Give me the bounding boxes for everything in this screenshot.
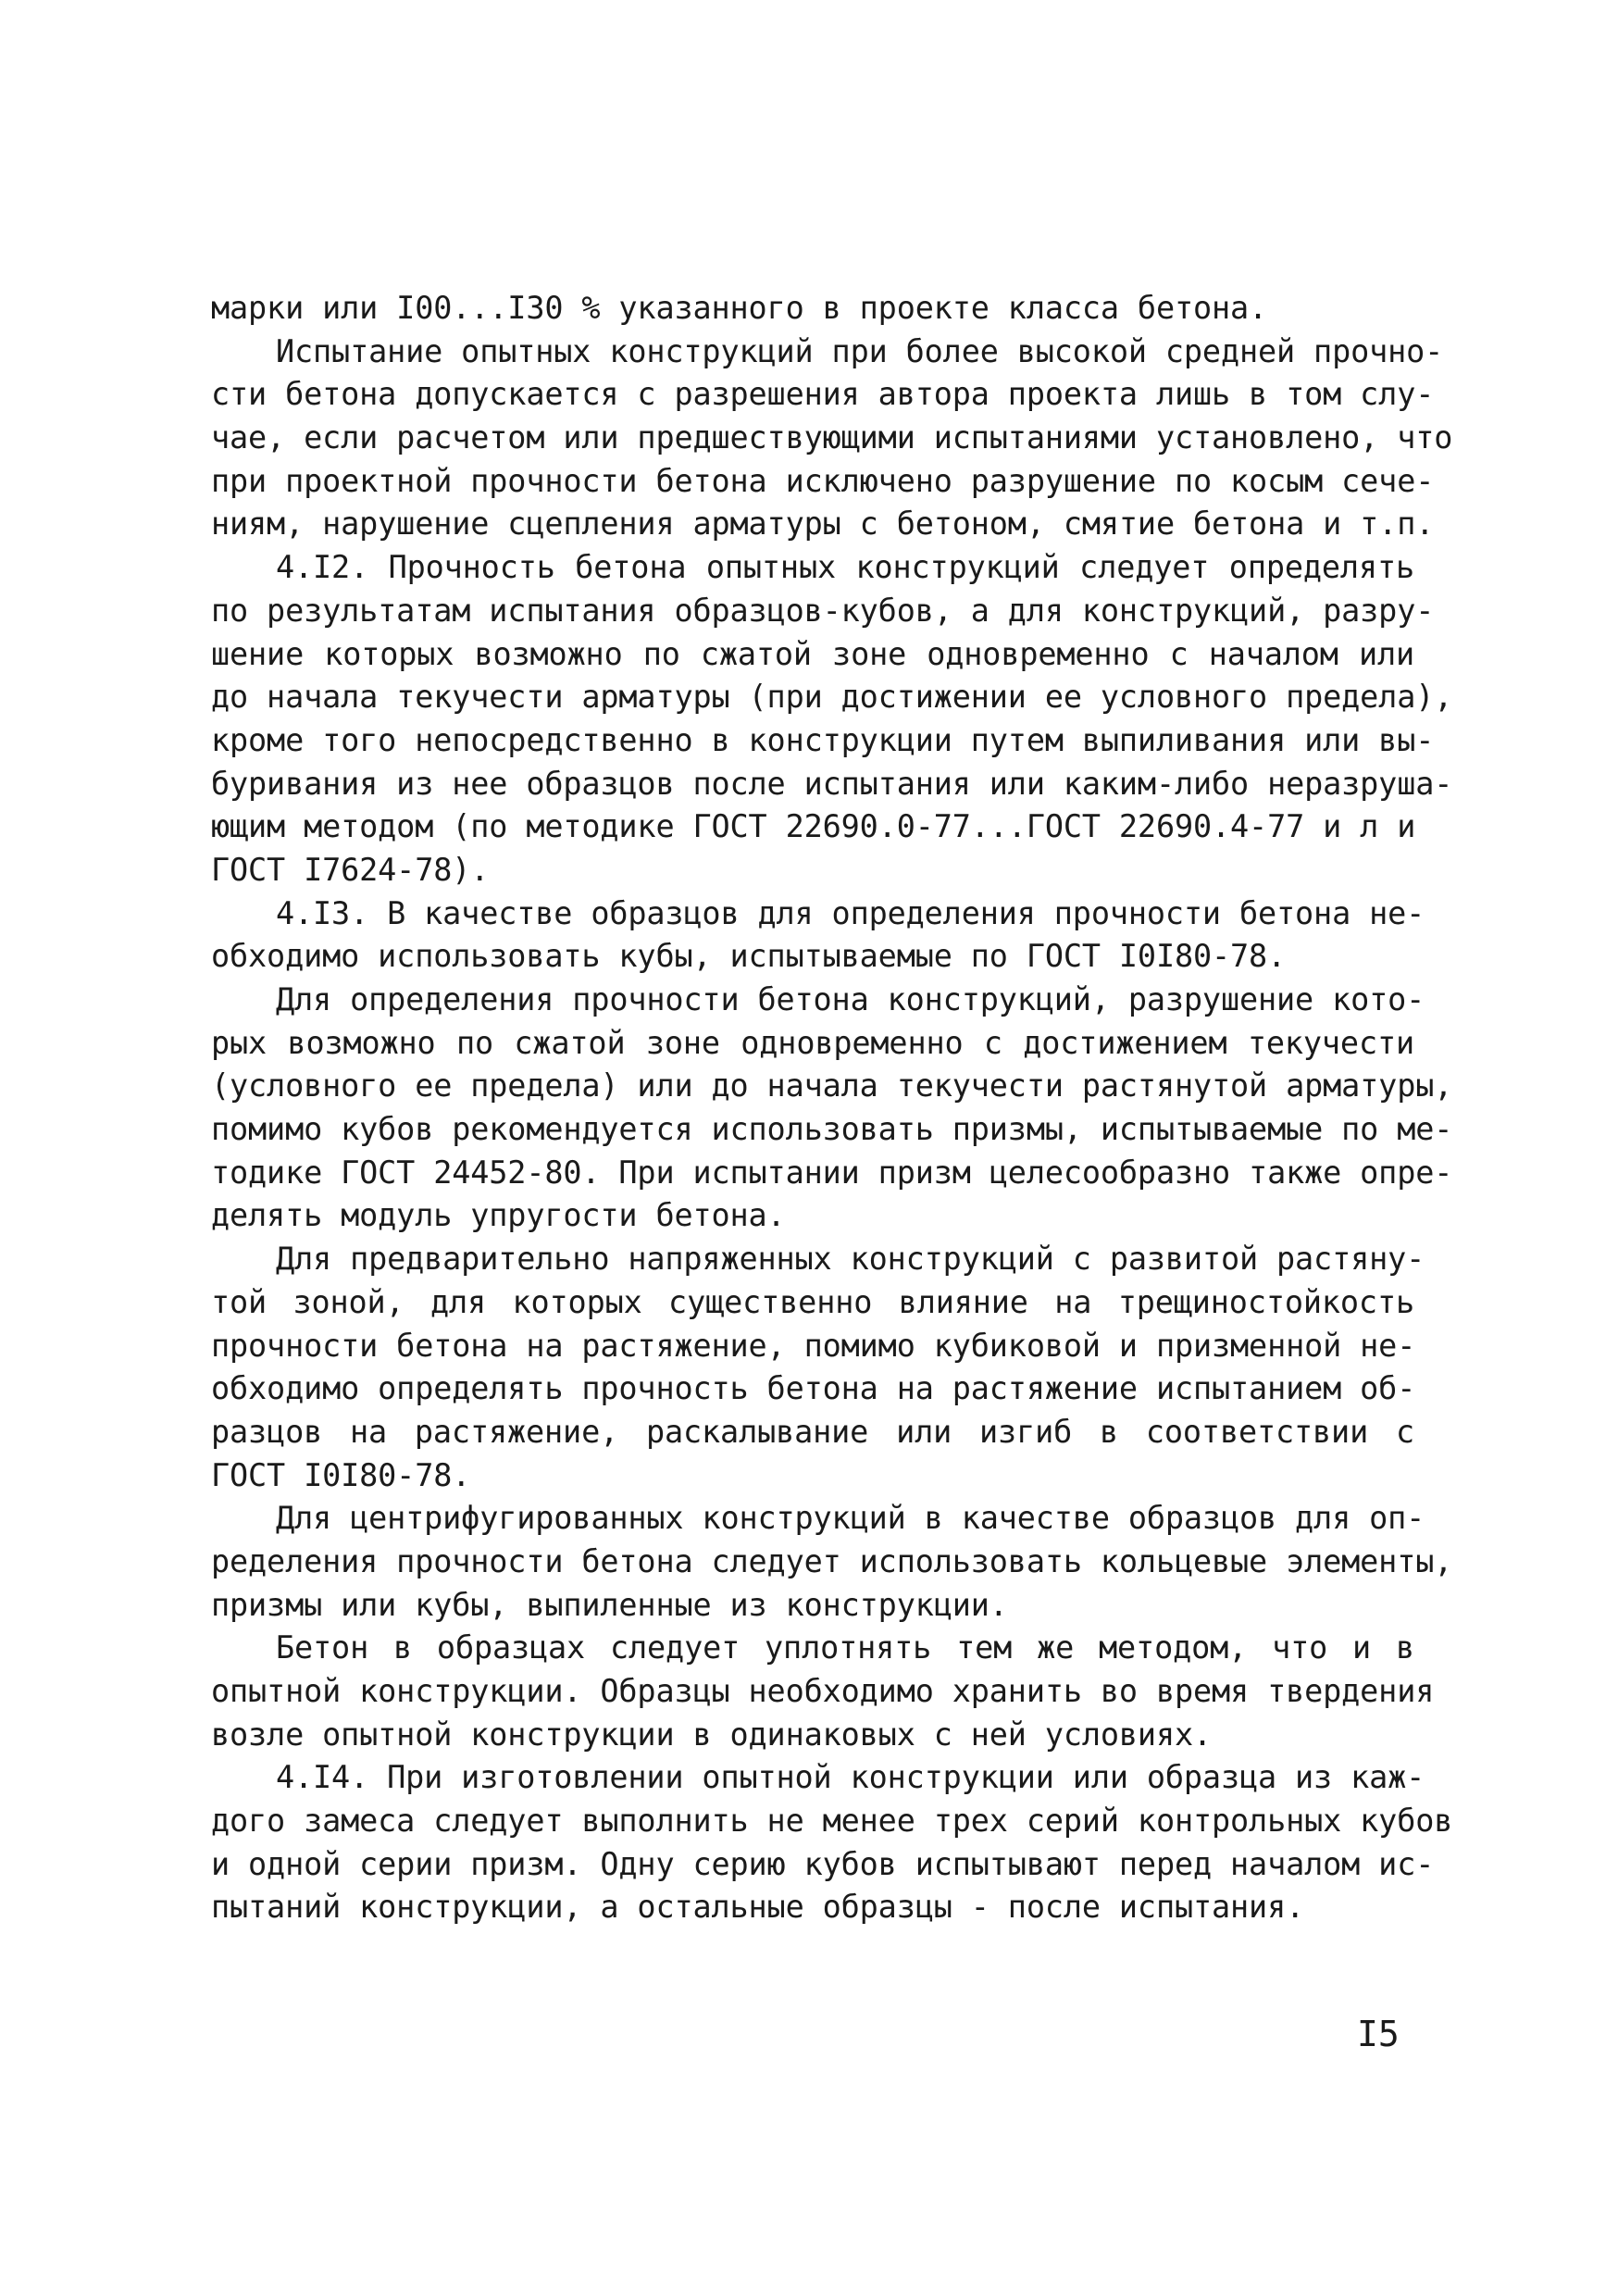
text-line: по результатам испытания образцов-кубов, а для конструкций, разру- xyxy=(211,592,1435,629)
text-line: разцов на растяжение, раскалывание или изгиб в соответствии с xyxy=(211,1413,1414,1450)
text-line: призмы или кубы, выпиленные из конструкции. xyxy=(211,1586,1008,1623)
text-line: ющим методом (по методике ГОСТ 22690.0-77...ГОСТ 22690.4-77 и л и xyxy=(211,808,1416,845)
text-line: Для определения прочности бетона конструкций, разрушение кото- xyxy=(276,981,1425,1017)
text-line: ниям, нарушение сцепления арматуры с бетоном, смятие бетона и т.п. xyxy=(211,505,1435,543)
text-line: пытаний конструкции, а остальные образцы - после испытания. xyxy=(211,1889,1305,1926)
body-text xyxy=(211,287,1453,1929)
text-line: ределения прочности бетона следует использовать кольцевые элементы, xyxy=(211,1542,1453,1579)
text-line: (условного ее предела) или до начала текучести растянутой арматуры, xyxy=(211,1067,1453,1104)
text-line: Для предварительно напряженных конструкций с развитой растяну- xyxy=(276,1241,1425,1278)
text-line: дого замеса следует выполнить не менее трех серий контрольных кубов xyxy=(211,1803,1453,1840)
text-line: сти бетона допускается с разрешения автора проекта лишь в том слу- xyxy=(211,376,1435,413)
text-line: 4.I4. При изготовлении опытной конструкции или образца из каж- xyxy=(276,1759,1425,1796)
text-line: марки или I00...I30 % указанного в проекте класса бетона. xyxy=(211,290,1268,326)
text-line: до начала текучести арматуры (при достижении ее условного предела), xyxy=(211,679,1453,716)
text-line: Испытание опытных конструкций при более высокой средней прочно- xyxy=(276,332,1444,369)
text-line: опытной конструкции. Образцы необходимо хранить во время твердения xyxy=(211,1673,1435,1709)
text-line: тодике ГОСТ 24452-80. При испытании призм целесообразно также опре- xyxy=(211,1154,1453,1191)
text-line: при проектной прочности бетона исключено разрушение по косым сече- xyxy=(211,462,1435,499)
text-line: и одной серии призм. Одну серию кубов испытывают перед началом ис- xyxy=(211,1845,1435,1882)
text-line: ГОСТ I7624-78). xyxy=(211,851,490,888)
text-line: обходимо определять прочность бетона на растяжение испытанием об- xyxy=(211,1370,1416,1407)
text-line: 4.I2. Прочность бетона опытных конструкций следует определять xyxy=(276,549,1414,586)
text-line: Бетон в образцах следует уплотнять тем же методом, что и в xyxy=(276,1629,1414,1666)
text-line: чае, если расчетом или предшествующими испытаниями установлено, что xyxy=(211,419,1453,456)
text-line: шение которых возможно по сжатой зоне одновременно с началом или xyxy=(211,635,1414,672)
text-line: возле опытной конструкции в одинаковых с ней условиях. xyxy=(211,1716,1213,1753)
text-line: делять модуль упругости бетона. xyxy=(211,1197,786,1234)
text-line: помимо кубов рекомендуется использовать призмы, испытываемые по ме- xyxy=(211,1111,1453,1148)
text-line: кроме того непосредственно в конструкции путем выпиливания или вы- xyxy=(211,721,1435,758)
text-line: прочности бетона на растяжение, помимо кубиковой и призменной не- xyxy=(211,1327,1416,1364)
page-number: I5 xyxy=(1357,2014,1400,2054)
text-line: той зоной, для которых существенно влияние на трещиностойкость xyxy=(211,1283,1414,1320)
text-line: буривания из нее образцов после испытания или каким-либо неразруша- xyxy=(211,765,1453,802)
text-line: Для центрифугированных конструкций в качестве образцов для оп- xyxy=(276,1500,1425,1537)
text-line: рых возможно по сжатой зоне одновременно с достижением текучести xyxy=(211,1024,1414,1061)
text-line: обходимо использовать кубы, испытываемые по ГОСТ I0I80-78. xyxy=(211,938,1287,975)
text-line: 4.I3. В качестве образцов для определения прочности бетона не- xyxy=(276,894,1425,931)
text-line: ГОСТ I0I80-78. xyxy=(211,1456,471,1493)
